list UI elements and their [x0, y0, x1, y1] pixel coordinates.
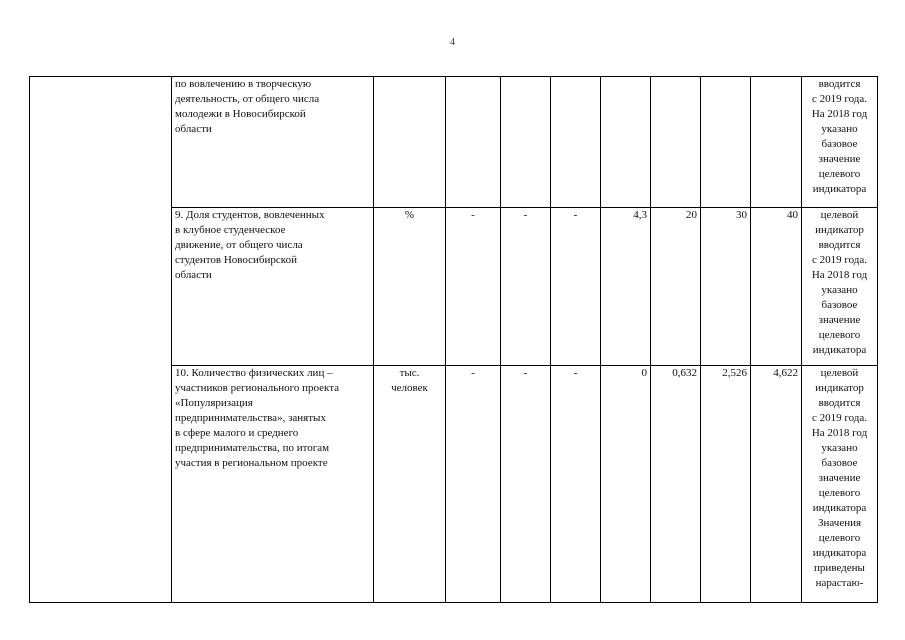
value-cell — [551, 77, 601, 208]
value-cell: 4,3 — [601, 208, 651, 366]
section-cell — [30, 77, 172, 603]
value-cell — [446, 77, 501, 208]
value-cell: 30 — [701, 208, 751, 366]
value-cell: 2,526 — [701, 366, 751, 603]
value-cell — [701, 77, 751, 208]
value-cell — [601, 77, 651, 208]
value-cell — [651, 77, 701, 208]
indicator-unit: % — [374, 208, 446, 366]
indicator-description: по вовлечению в творческую деятельность, от общего числа молодежи в Новосибирской области — [172, 77, 374, 208]
indicators-table — [29, 76, 878, 603]
indicator-description: 10. Количество физических лиц – участников регионального проекта «Популяризация предпринимательства», занятых в сфере малого и среднего предпринимательства, по итогам участия в региональном проекте — [172, 366, 374, 603]
value-cell: 0,632 — [651, 366, 701, 603]
indicator-unit: тыс. человек — [374, 366, 446, 603]
indicator-unit — [374, 77, 446, 208]
page-number: 4 — [450, 37, 455, 48]
value-cell — [501, 77, 551, 208]
value-cell: 20 — [651, 208, 701, 366]
value-cell: - — [501, 208, 551, 366]
value-cell: - — [551, 366, 601, 603]
value-cell: 40 — [751, 208, 802, 366]
indicator-description: 9. Доля студентов, вовлеченных в клубное студенческое движение, от общего числа студентов Новосибирской области — [172, 208, 374, 366]
value-cell: 0 — [601, 366, 651, 603]
indicator-note: целевой индикатор вводится с 2019 года. На 2018 год указано базовое значение целевого индикатора Значения целевого индикатора приведены нарастаю- — [802, 366, 878, 603]
value-cell: - — [446, 366, 501, 603]
value-cell: - — [446, 208, 501, 366]
value-cell: 4,622 — [751, 366, 802, 603]
indicator-note: целевой индикатор вводится с 2019 года. На 2018 год указано базовое значение целевого индикатора — [802, 208, 878, 366]
table-row — [30, 77, 878, 208]
value-cell: - — [551, 208, 601, 366]
value-cell — [751, 77, 802, 208]
indicator-note: вводится с 2019 года. На 2018 год указано базовое значение целевого индикатора — [802, 77, 878, 208]
value-cell: - — [501, 366, 551, 603]
